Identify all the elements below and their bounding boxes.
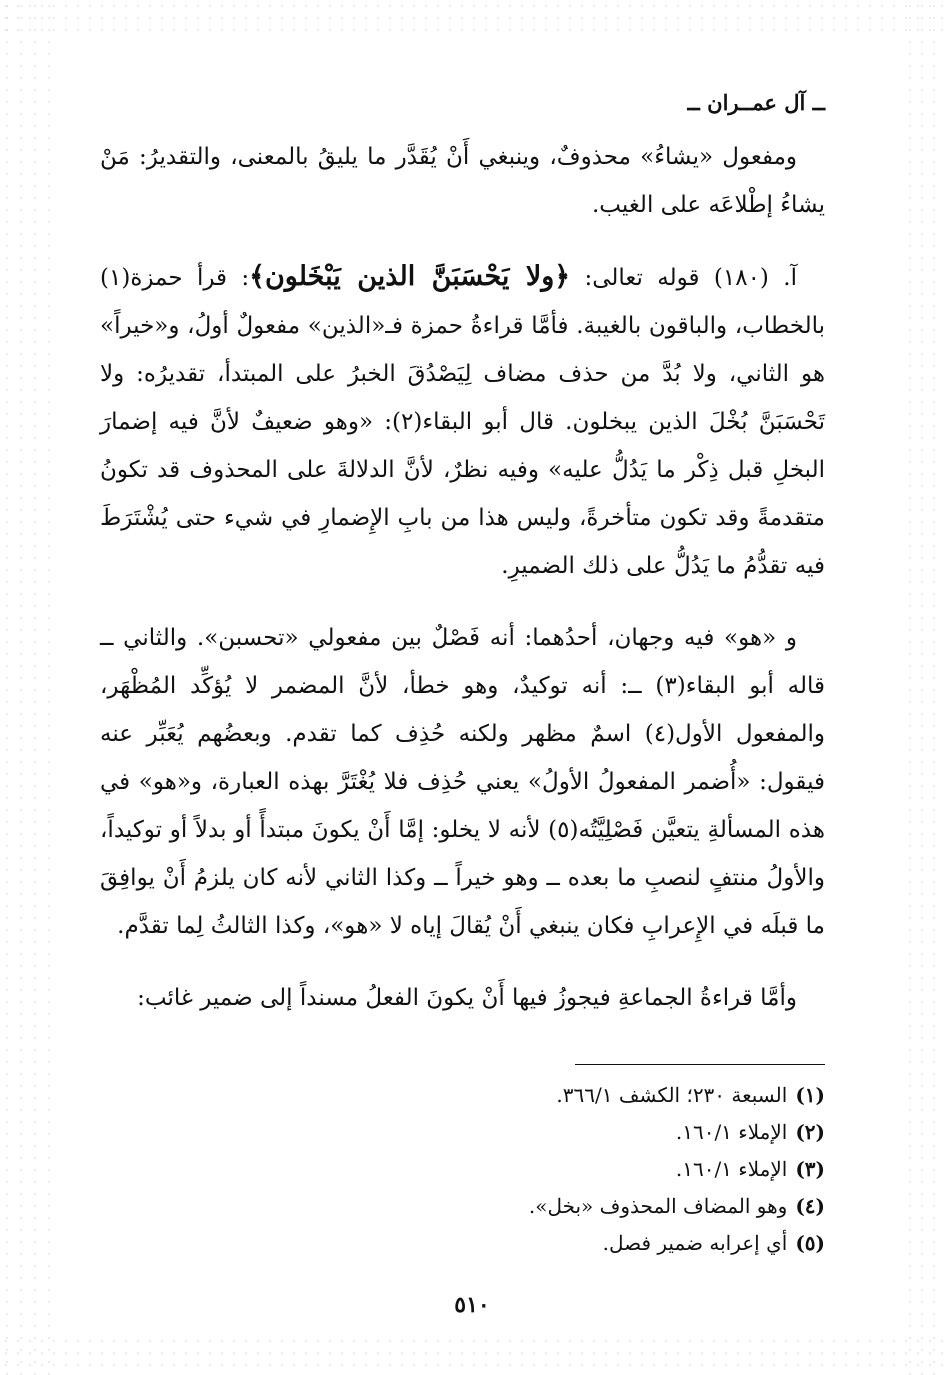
footnote-4: (٤)وهو المضاف المحذوف «بخل». [528,1194,825,1218]
page-number: ٥١٠ [454,1292,490,1318]
huwa-paragraph: و «هو» فيه وجهان، أحدُهما: أنه فَصْلٌ بين مفعولي «تحسبن». والثاني ــ قاله أبو البقاء(٣) ــ: أنه توكيدٌ، وهو خطأ، لأنَّ المضمر لا يُؤكِّد المُظْهَر، والمفعول الأول(٤) اسمٌ مظهر ولكنه حُذِف كما تقدم. وبعضُهم يُعَبِّر عنه فيقول: «أُضمر المفعولُ الأولُ» يعني حُذِف فلا يُغْتَرَّ بهذه العبارة، و«هو» في هذه المسألةِ يتعيَّن فَصْلِيَّتُه(٥) لأنه لا يخلو: إمَّا أَنْ يكونَ مبتدأً أو بدلاً أو توكيداً، والأولُ منتفٍ لنصبِ ما بعده ــ وهو خيراً ــ وكذا الثاني لأنه كان يلزمُ أَنْ يوافِقَ ما قبلَه في الإِعرابِ فكان ينبغي أَنْ يُقالَ إياه لا «هو»، وكذا الثالثُ لِما تقدَّم. [100,625,826,939]
footnote-separator [575,1064,825,1065]
jamaa-paragraph: وأمَّا قراءةُ الجماعةِ فيجوزُ فيها أَنْ يكونَ الفعلُ مسنداً إلى ضمير غائب: [137,985,797,1011]
intro-paragraph: ومفعول «يشاءُ» محذوفٌ، وينبغي أَنْ يُقَدَّر ما يليقُ بالمعنى، والتقديرُ: مَنْ يشاءُ إطْلاعَه على الغيب. [100,144,825,218]
page-body [100,90,825,1262]
footnote-1: (١)السبعة ٢٣٠؛ الكشف ٣٦٦/١. [556,1083,825,1107]
footnote-3: (٣)الإملاء ١٦٠/١. [675,1157,825,1181]
scan-margin-dots-top [0,0,944,40]
scan-margin-dots-left [0,0,60,1375]
section-lead: آ. (١٨٠) قوله تعالى: [570,265,797,291]
footnote-2: (٢)الإملاء ١٦٠/١. [675,1120,825,1144]
scan-margin-dots-right [904,0,944,1375]
footnotes [100,1077,825,1262]
verse-quote: ﴿ولا يَحْسَبَنَّ الذين يَبْخَلون﴾ [249,261,571,292]
footnote-5: (٥)أي إعرابه ضمير فصل. [602,1231,825,1255]
scan-margin-dots-bottom [0,1335,944,1375]
section-180-paragraph [100,253,825,590]
running-header: ــ آل عمــران ــ [687,90,825,115]
section-body: : قرأ حمزة(١) بالخطاب، والباقون بالغيبة. فأمَّا قراءةُ حمزة فـ«الذين» مفعولٌ أولُ، و«خيراً» هو الثاني، ولا بُدَّ من حذف مضاف لِيَصْدُقَ الخبرُ على المبتدأ، تقديرُه: ولا تَحْسَبَنَّ بُخْلَ الذين يبخلون. قال أبو البقاء(٢): «وهو ضعيفٌ لأنَّ فيه إضمارَ البخلِ قبل ذِكْر ما يَدُلُّ عليه» وفيه نظرٌ، لأنَّ الدلالةَ على المحذوف قد تكونُ متقدمةً وقد تكون متأخرةً، وليس هذا من بابِ الإِضمارِ في شيء حتى يُشْتَرَطَ فيه تقدُّمُ ما يَدُلُّ على ذلك الضميرِ. [100,265,825,579]
